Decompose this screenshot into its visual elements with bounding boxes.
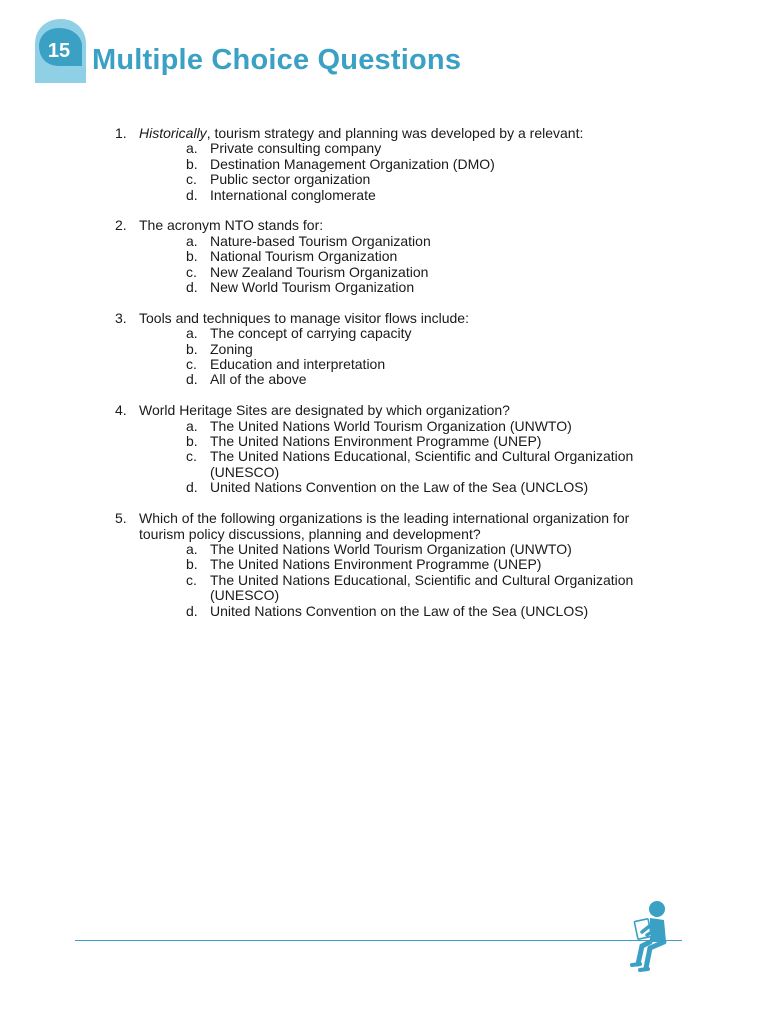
option-item — [186, 280, 675, 295]
option-text: The United Nations World Tourism Organization (UNWTO) — [210, 540, 572, 557]
option-text: National Tourism Organization — [210, 248, 398, 265]
option-letter: b. — [186, 556, 198, 573]
option-text: All of the above — [210, 371, 307, 388]
option-item — [186, 326, 675, 341]
option-letter: a. — [186, 232, 198, 249]
option-item — [186, 449, 675, 480]
option-letter: b. — [186, 248, 198, 265]
option-item — [186, 372, 675, 387]
option-letter: d. — [186, 279, 198, 296]
question-item — [115, 511, 675, 619]
option-item — [186, 249, 675, 264]
option-text: The United Nations Educational, Scientific and Cultural Organization (UNESCO) — [210, 448, 634, 480]
question-text: Tools and techniques to manage visitor flows include: — [139, 309, 469, 326]
option-letter: d. — [186, 479, 198, 496]
option-text: International conglomerate — [210, 186, 376, 203]
option-item — [186, 141, 675, 156]
question-text: Which of the following organizations is the leading international organization for tourism policy discussions, planning and development? — [139, 510, 630, 542]
option-letter: d. — [186, 602, 198, 619]
option-item — [186, 234, 675, 249]
option-item — [186, 157, 675, 172]
option-list — [139, 326, 675, 388]
question-text-rest: , tourism strategy and planning was developed by a relevant: — [206, 125, 584, 141]
option-item — [186, 265, 675, 280]
question-number: 4. — [115, 402, 127, 419]
option-item — [186, 542, 675, 557]
option-text: Private consulting company — [210, 140, 382, 157]
question-number: 2. — [115, 217, 127, 234]
option-letter: c. — [186, 171, 197, 188]
option-text: Nature-based Tourism Organization — [210, 232, 431, 249]
option-text: The United Nations Environment Programme (UNEP) — [210, 556, 542, 573]
option-text: The United Nations Educational, Scientific and Cultural Organization (UNESCO) — [210, 571, 634, 604]
question-text: The acronym NTO stands for: — [139, 217, 324, 234]
option-text: United Nations Convention on the Law of the Sea (UNCLOS) — [210, 479, 589, 496]
option-letter: a. — [186, 417, 198, 434]
question-item — [115, 218, 675, 295]
question-item — [115, 311, 675, 388]
question-text — [139, 126, 675, 141]
option-item — [186, 557, 675, 572]
option-text: The concept of carrying capacity — [210, 325, 412, 342]
option-letter: d. — [186, 186, 198, 203]
option-text: Destination Management Organization (DMO) — [210, 155, 495, 172]
option-letter: c. — [186, 571, 197, 588]
option-text: United Nations Convention on the Law of the Sea (UNCLOS) — [210, 602, 589, 619]
option-text: The United Nations World Tourism Organization (UNWTO) — [210, 417, 572, 434]
option-letter: a. — [186, 540, 198, 557]
option-list — [139, 542, 675, 619]
option-item — [186, 573, 675, 604]
option-text: New World Tourism Organization — [210, 279, 415, 296]
option-letter: b. — [186, 340, 198, 357]
option-letter: b. — [186, 155, 198, 172]
question-number: 1. — [115, 125, 127, 141]
option-item — [186, 604, 675, 619]
option-letter: c. — [186, 448, 197, 465]
option-item — [186, 434, 675, 449]
option-list — [139, 419, 675, 496]
option-text: Education and interpretation — [210, 356, 386, 373]
option-letter: b. — [186, 433, 198, 450]
option-letter: d. — [186, 371, 198, 388]
option-letter: a. — [186, 325, 198, 342]
chapter-number: 15 — [47, 40, 71, 62]
question-item — [115, 403, 675, 495]
option-item — [186, 172, 675, 187]
page-title: Multiple Choice Questions — [92, 44, 462, 76]
option-item — [186, 419, 675, 434]
option-item — [186, 342, 675, 357]
reading-person-icon — [620, 898, 676, 976]
option-text: The United Nations Environment Programme (UNEP) — [210, 433, 542, 450]
question-list — [115, 126, 675, 634]
question-item — [115, 126, 675, 203]
question-number: 5. — [115, 510, 127, 527]
option-text: Public sector organization — [210, 171, 371, 188]
option-letter: a. — [186, 140, 198, 157]
option-list — [139, 234, 675, 296]
option-text: New Zealand Tourism Organization — [210, 263, 429, 280]
option-letter: c. — [186, 263, 197, 280]
footer-divider — [75, 940, 682, 941]
question-number: 3. — [115, 309, 127, 326]
question-text: World Heritage Sites are designated by which organization? — [139, 402, 510, 419]
chapter-badge — [34, 18, 88, 84]
option-item — [186, 480, 675, 495]
question-text-italic: Historically — [139, 125, 207, 141]
option-text: Zoning — [210, 340, 253, 357]
option-letter: c. — [186, 356, 197, 373]
option-item — [186, 188, 675, 203]
option-item — [186, 357, 675, 372]
option-list — [139, 141, 675, 203]
